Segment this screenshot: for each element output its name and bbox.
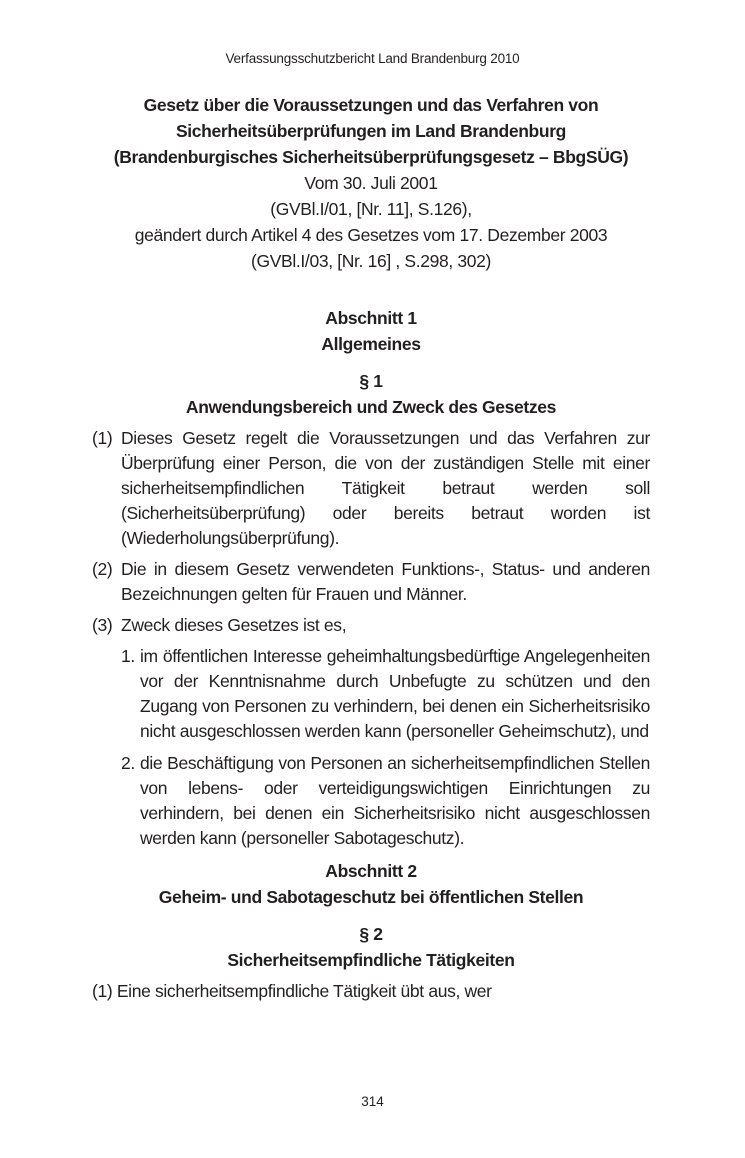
sub-item-2 xyxy=(92,751,650,851)
law-title-line-2: Sicherheitsüberprüfungen im Land Brandenburg xyxy=(175,121,567,141)
sub-item-text: die Beschäftigung von Personen an sicherheitsempfindlichen Stellen von lebens- oder verteidigungswichtigen Einrichtungen zu verhindern, bei denen ein Sicherheitsrisiko nicht ausgeschlossen werden kann (personeller Sabotageschutz). xyxy=(140,753,650,848)
paragraph-2-symbol: § 2 xyxy=(359,924,383,944)
paragraph-1-item-1 xyxy=(92,426,650,551)
section-2-heading xyxy=(92,858,650,910)
law-gazette-reference: (GVBl.I/01, [Nr. 11], S.126), xyxy=(270,199,472,219)
law-date: Vom 30. Juli 2001 xyxy=(304,173,438,193)
paragraph-2-item-1: (1) Eine sicherheitsempfindliche Tätigkeit übt aus, wer xyxy=(92,981,492,1001)
law-title-block xyxy=(92,92,650,274)
item-text: Zweck dieses Gesetzes ist es, xyxy=(121,615,347,635)
paragraph-2-title: Sicherheitsempfindliche Tätigkeiten xyxy=(227,950,515,970)
law-amendment: geändert durch Artikel 4 des Gesetzes vom 17. Dezember 2003 xyxy=(134,225,608,245)
paragraph-1-title: Anwendungsbereich und Zweck des Gesetzes xyxy=(185,397,557,417)
sub-item-text: im öffentlichen Interesse geheimhaltungsbedürftige Angelegenheiten vor der Kenntnisnahme durch Unbefugte zu schützen und den Zugang von Personen zu verhindern, bei denen ein Sicherheitsrisiko nicht ausgeschlossen werden kann (personeller Geheimschutz), und xyxy=(140,646,650,741)
page-number: 314 xyxy=(361,1094,384,1109)
page-body xyxy=(92,92,650,1004)
item-text: Dieses Gesetz regelt die Voraussetzungen und das Verfahren zur Überprüfung einer Person, die von der zuständigen Stelle mit einer sicherheitsempfindlichen Tätigkeit betraut werden soll (Sicherheitsüberprüfung) oder bereits betraut worden ist (Wiederholungsüberprüfung). xyxy=(121,428,650,548)
item-text: Die in diesem Gesetz verwendeten Funktions-, Status- und anderen Bezeichnungen gelten für Frauen und Männer. xyxy=(121,559,650,604)
section-1-label: Abschnitt 1 xyxy=(325,308,417,328)
sub-item-1 xyxy=(92,644,650,744)
item-number: (3) xyxy=(92,615,113,635)
sub-item-number: 1. xyxy=(121,646,135,666)
paragraph-1-symbol: § 1 xyxy=(359,371,383,391)
section-2-title: Geheim- und Sabotageschutz bei öffentlichen Stellen xyxy=(158,887,584,907)
paragraph-2-heading xyxy=(92,921,650,973)
section-2-label: Abschnitt 2 xyxy=(325,861,417,881)
law-amendment-gazette-reference: (GVBl.I/03, [Nr. 16] , S.298, 302) xyxy=(250,251,492,271)
sub-item-number: 2. xyxy=(121,753,135,773)
running-header: Verfassungsschutzbericht Land Brandenburg 2010 xyxy=(225,51,520,66)
paragraph-1-item-2 xyxy=(92,557,650,607)
section-1-heading xyxy=(92,305,650,357)
paragraph-1-item-3-sublist xyxy=(92,644,650,851)
law-title-line-1: Gesetz über die Voraussetzungen und das Verfahren von xyxy=(143,95,599,115)
item-number: (1) xyxy=(92,428,113,448)
section-1-title: Allgemeines xyxy=(321,334,421,354)
paragraph-1-item-3 xyxy=(92,613,650,638)
item-number: (2) xyxy=(92,559,113,579)
law-title-line-3: (Brandenburgisches Sicherheitsüberprüfungsgesetz – BbgSÜG) xyxy=(113,147,629,167)
paragraph-1-heading xyxy=(92,368,650,420)
